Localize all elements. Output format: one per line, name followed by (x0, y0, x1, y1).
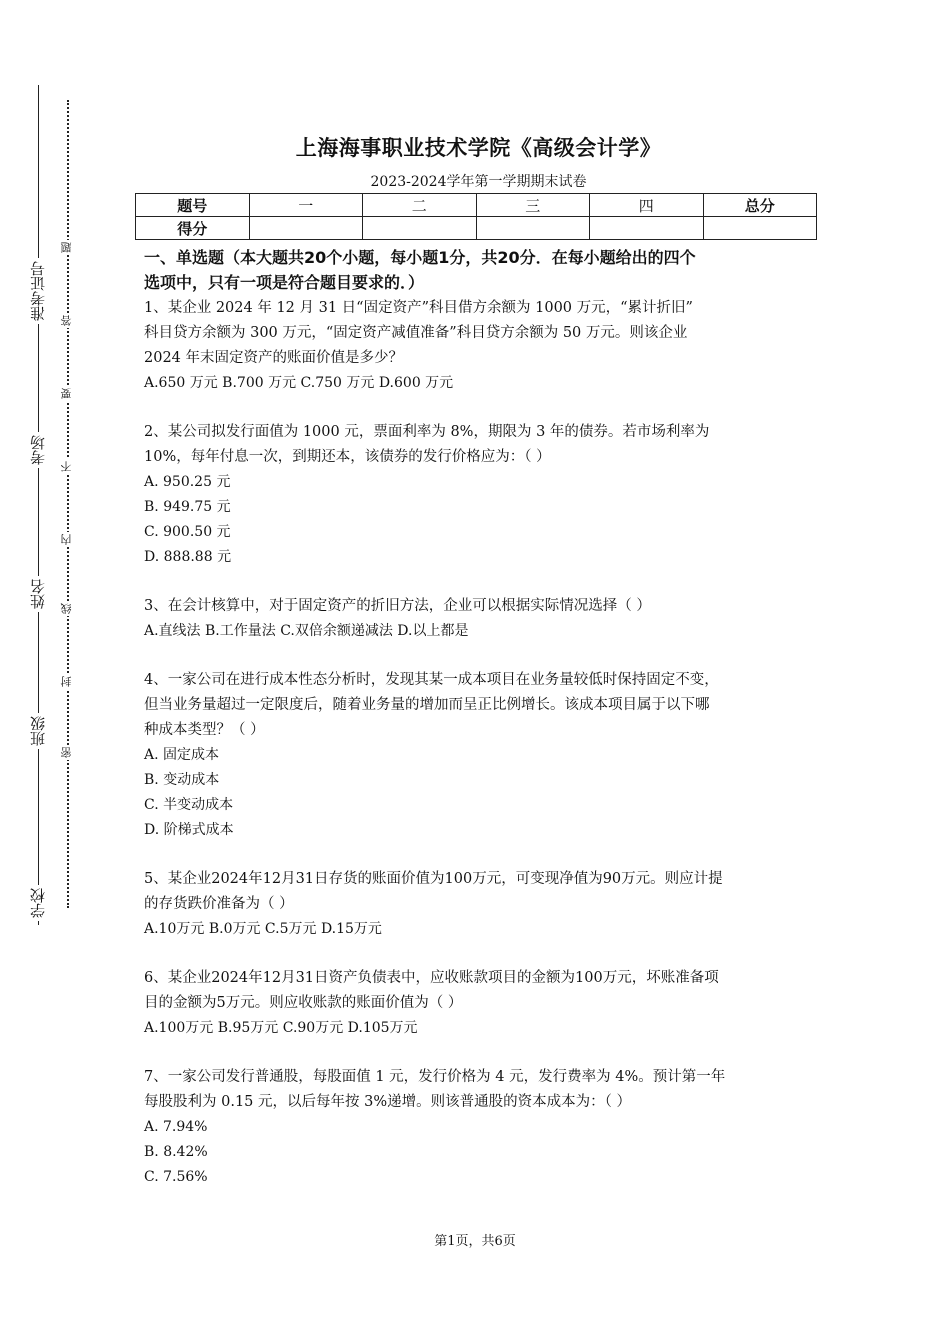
exam-content (144, 245, 814, 1190)
answer-option: D. 888.88 元 (144, 549, 232, 565)
score-table (135, 193, 817, 240)
answer-option: B. 变动成本 (144, 772, 220, 788)
question-text: 种成本类型？（ ） (144, 722, 265, 738)
binding-margin (0, 0, 90, 1344)
score-cell[interactable] (249, 217, 363, 240)
answer-option: A. 7.94% (144, 1119, 208, 1135)
answer-options: A.100万元 B.95万元 C.90万元 D.105万元 (144, 1020, 418, 1036)
answer-option: D. 阶梯式成本 (144, 822, 234, 838)
seal-char: 答 (60, 315, 73, 326)
question-text: 3、在会计核算中，对于固定资产的折旧方法，企业可以根据实际情况选择（ ） (144, 598, 651, 614)
answer-option: A. 固定成本 (144, 747, 220, 763)
score-header-cell: 总分 (703, 194, 817, 217)
field-exam-room: 考场 (20, 432, 56, 468)
question-text: 1、某企业 2024 年 12 月 31 日“固定资产”科目借方余额为 1000 万元，“累计折旧” (144, 300, 693, 316)
score-cell[interactable] (476, 217, 590, 240)
question-text: 7、一家公司发行普通股，每股面值 1 元，发行价格为 4 元，发行费率为 4%。预计第一年 (144, 1069, 726, 1085)
question-text: 6、某企业2024年12月31日资产负债表中，应收账款项目的金额为100万元，坏账准备项 (144, 970, 719, 986)
score-table-score-row (136, 217, 817, 240)
question-2 (144, 420, 814, 570)
answer-option: C. 7.56% (144, 1169, 208, 1185)
score-row-label: 得分 (136, 217, 250, 240)
question-text: 每股股利为 0.15 元，以后每年按 3%递增。则该普通股的资本成本为：（ ） (144, 1094, 631, 1110)
seal-char: 密 (60, 747, 73, 758)
question-text: 但当业务量超过一定限度后，随着业务量的增加而呈正比例增长。该成本项目属于以下哪 (144, 697, 710, 713)
answer-option: B. 8.42% (144, 1144, 208, 1160)
field-class: 班级 (20, 713, 56, 749)
score-cell[interactable] (363, 217, 477, 240)
answer-options: A.10万元 B.0万元 C.5万元 D.15万元 (144, 921, 382, 937)
score-header-cell: 四 (590, 194, 704, 217)
answer-option: C. 半变动成本 (144, 797, 234, 813)
question-1 (144, 296, 814, 396)
field-school: 学校 (20, 885, 56, 921)
field-exam-number: 准考证号 (20, 258, 56, 324)
question-text: 的存货跌价准备为（ ） (144, 896, 294, 912)
seal-char: 要 (60, 388, 73, 399)
answer-options: A.650 万元 B.700 万元 C.750 万元 D.600 万元 (144, 375, 454, 391)
exam-title: 上海海事职业技术学院《高级会计学》 (295, 136, 662, 160)
score-header-cell: 二 (363, 194, 477, 217)
page-footer: 第1页，共6页 (434, 1234, 516, 1249)
question-7 (144, 1065, 814, 1190)
score-table-header-row (136, 194, 817, 217)
field-name: 姓名 (20, 576, 56, 612)
question-4 (144, 668, 814, 843)
question-text: 2024 年末固定资产的账面价值是多少？ (144, 350, 404, 366)
seal-char: 不 (60, 461, 73, 472)
seal-char: 内 (60, 534, 73, 545)
section-heading (144, 245, 814, 295)
section-heading-line: 一、单选题（本大题共20个小题，每小题1分，共20分．在每小题给出的四个 (144, 248, 696, 267)
question-text: 4、一家公司在进行成本性态分析时，发现其某一成本项目在业务量较低时保持固定不变， (144, 672, 719, 688)
seal-char: 线 (60, 603, 73, 614)
binding-line (38, 85, 39, 925)
answer-options: A.直线法 B.工作量法 C.双倍余额递减法 D.以上都是 (144, 623, 469, 639)
answer-option: B. 949.75 元 (144, 499, 231, 515)
question-text: 科目贷方余额为 300 万元，“固定资产减值准备”科目贷方余额为 50 万元。则该企业 (144, 325, 688, 341)
score-header-cell: 三 (476, 194, 590, 217)
exam-subtitle: 2023-2024学年第一学期期末试卷 (370, 174, 587, 190)
question-text: 10%，每年付息一次，到期还本，该债券的发行价格应为：（ ） (144, 449, 551, 465)
question-6 (144, 966, 814, 1041)
question-text: 目的金额为5万元。则应收账款的账面价值为（ ） (144, 995, 463, 1011)
score-cell[interactable] (703, 217, 817, 240)
score-header-cell: 题号 (136, 194, 250, 217)
answer-option: C. 900.50 元 (144, 524, 231, 540)
question-3 (144, 594, 814, 644)
seal-dotted-line (67, 100, 69, 908)
seal-char: 题 (60, 242, 73, 253)
section-heading-line: 选项中，只有一项是符合题目要求的．） (144, 273, 425, 292)
answer-option: A. 950.25 元 (144, 474, 231, 490)
question-text: 5、某企业2024年12月31日存货的账面价值为100万元，可变现净值为90万元。则应计提 (144, 871, 723, 887)
score-header-cell: 一 (249, 194, 363, 217)
question-5 (144, 867, 814, 942)
seal-char: 封 (60, 676, 73, 687)
question-text: 2、某公司拟发行面值为 1000 元，票面利率为 8%，期限为 3 年的债券。若市场利率为 (144, 424, 710, 440)
score-cell[interactable] (590, 217, 704, 240)
